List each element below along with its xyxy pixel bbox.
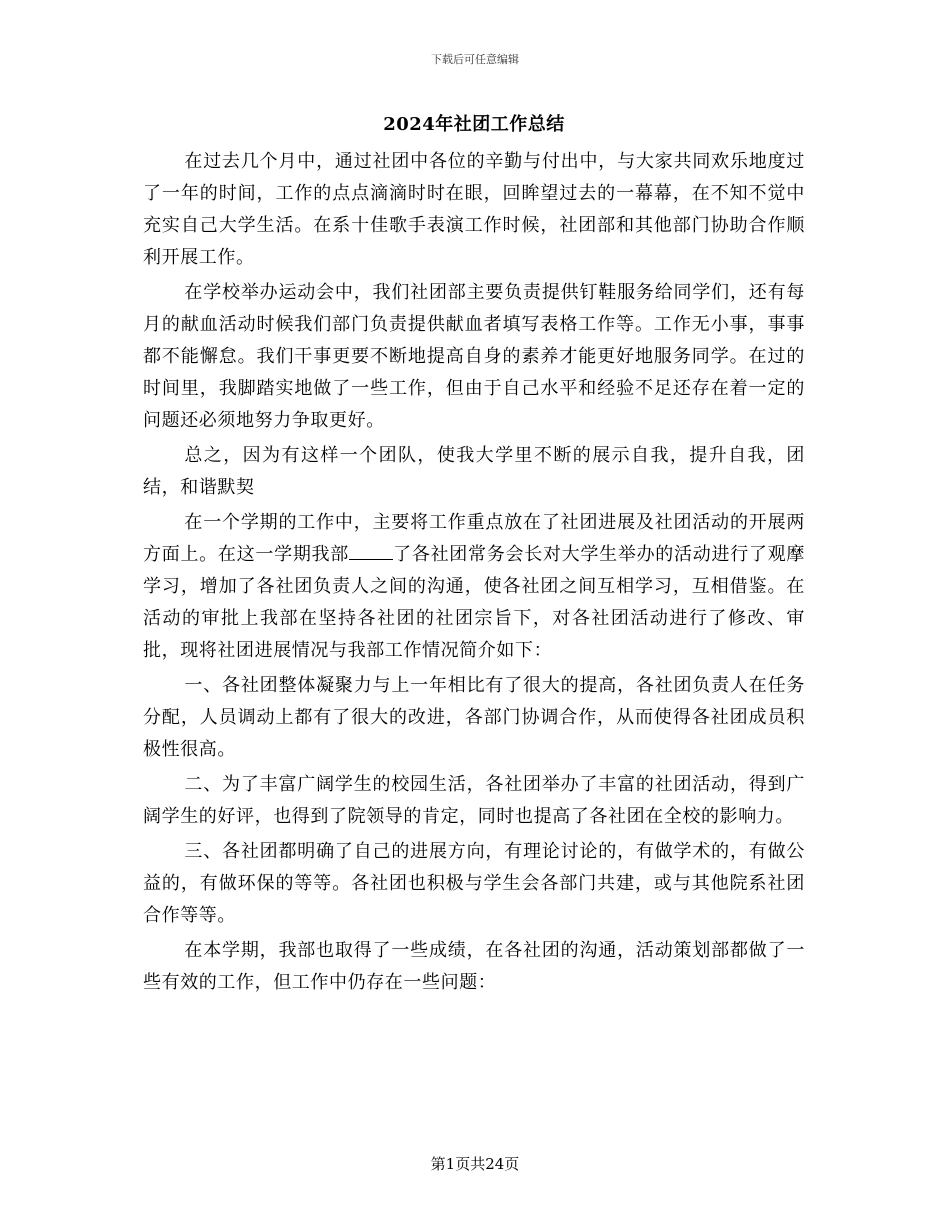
paragraph-4-part-1: 在一个学期的工作中，主要将工作重点放在了社团进展及社团活动的开展两方面上。在这一学期我部 <box>143 512 805 565</box>
paragraph-4 <box>143 507 805 667</box>
paragraph-1: 在过去几个月中，通过社团中各位的辛勤与付出中，与大家共同欢乐地度过了一年的时间，工作的点点滴滴时时在眼，回眸望过去的一幕幕，在不知不觉中充实自己大学生活。在系十佳歌手表演工作时候，社团部和其他部门协助合作顺利开展工作。 <box>143 151 805 268</box>
paragraph-3: 总之，因为有这样一个团队，使我大学里不断的展示自我，提升自我，团结，和谐默契 <box>143 445 805 498</box>
list-item-2: 二、为了丰富广阔学生的校园生活，各社团举办了丰富的社团活动，得到广阔学生的好评，也得到了院领导的肯定，同时也提高了各社团在全校的影响力。 <box>143 774 805 827</box>
page-number: 第1页共24页 <box>430 1155 520 1173</box>
list-item-3: 三、各社团都明确了自己的进展方向，有理论讨论的，有做学术的，有做公益的，有做环保的等等。各社团也积极与学生会各部门共建，或与其他院系社团合作等等。 <box>143 841 805 926</box>
paragraph-2: 在学校举办运动会中，我们社团部主要负责提供钉鞋服务给同学们，还有每月的献血活动时候我们部门负责提供献血者填写表格工作等。工作无小事，事事都不能懈怠。我们干事更要不断地提高自身的素养才能更好地服务同学。在过的时间里，我脚踏实地做了一些工作，但由于自己水平和经验不足还存在着一定的问题还必须地努力争取更好。 <box>143 282 805 431</box>
paragraph-4-part-2: 了各社团常务会长对大学生举办的活动进行了观摩学习，增加了各社团负责人之间的沟通，使各社团之间互相学习，互相借鉴。在活动的审批上我部在坚持各社团的社团宗旨下，对各社团活动进行了修改、审批，现将社团进展情况与我部工作情况简介如下： <box>143 544 805 661</box>
fill-in-blank <box>349 541 393 560</box>
document-body <box>143 108 805 1002</box>
page-header: 下载后可任意编辑 <box>431 53 519 66</box>
list-item-1: 一、各社团整体凝聚力与上一年相比有了很大的提高，各社团负责人在任务分配，人员调动上都有了很大的改进，各部门协调合作，从而使得各社团成员积极性很高。 <box>143 675 805 760</box>
document-title: 2024年社团工作总结 <box>383 114 565 135</box>
closing-paragraph: 在本学期，我部也取得了一些成绩，在各社团的沟通，活动策划部都做了一些有效的工作，但工作中仍存在一些问题： <box>143 940 805 993</box>
